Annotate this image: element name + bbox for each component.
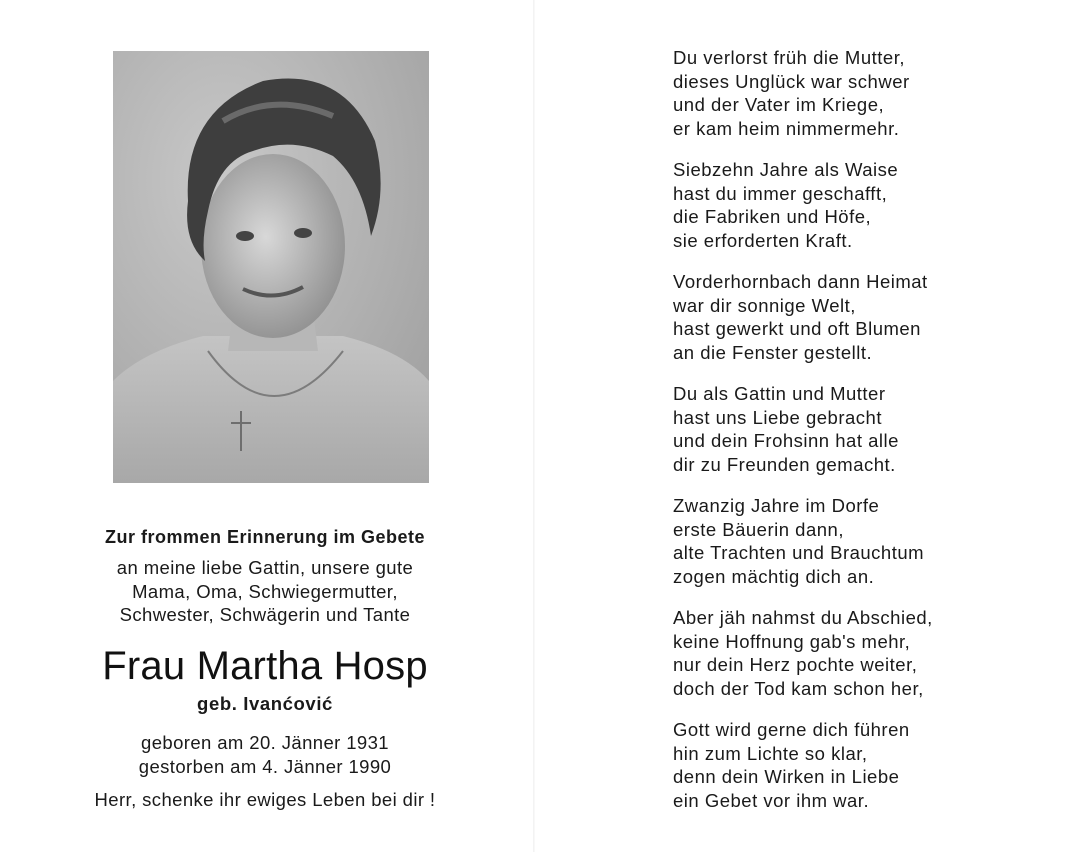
dedication-text xyxy=(30,556,500,627)
card-fold xyxy=(533,0,535,852)
poem-line: ein Gebet vor ihm war. xyxy=(673,789,870,811)
poem-line: hast du immer geschafft, xyxy=(673,182,888,204)
poem-line: doch der Tod kam schon her, xyxy=(673,677,924,699)
memorial-poem xyxy=(673,46,1053,830)
poem-line: hin zum Lichte so klar, xyxy=(673,742,868,764)
poem-line: und der Vater im Kriege, xyxy=(673,94,885,115)
poem-line: alte Trachten und Brauchtum xyxy=(673,542,925,563)
remembrance-heading: Zur frommen Erinnerung im Gebete xyxy=(104,527,426,547)
poem-line: Du als Gattin und Mutter xyxy=(673,383,886,404)
dedication-line: Schwester, Schwägerin und Tante xyxy=(119,604,411,625)
poem-stanza xyxy=(673,606,1053,700)
poem-stanza xyxy=(673,158,1053,252)
poem-line: Siebzehn Jahre als Waise xyxy=(673,159,899,180)
poem-stanza xyxy=(673,718,1053,812)
maiden-name: geb. Ivanćović xyxy=(197,693,333,714)
death-date: gestorben am 4. Jänner 1990 xyxy=(138,755,392,777)
poem-stanza xyxy=(673,46,1053,140)
portrait-photo xyxy=(113,51,429,483)
poem-line: hast uns Liebe gebracht xyxy=(673,406,882,428)
poem-line: und dein Frohsinn hat alle xyxy=(673,430,899,451)
poem-line: sie erforderten Kraft. xyxy=(673,229,853,251)
poem-line: nur dein Herz pochte weiter, xyxy=(673,654,918,675)
birth-date: geboren am 20. Jänner 1931 xyxy=(141,732,389,753)
poem-line: Du verlorst früh die Mutter, xyxy=(673,47,905,68)
poem-stanza xyxy=(673,382,1053,476)
poem-line: an die Fenster gestellt. xyxy=(673,341,873,363)
poem-line: die Fabriken und Höfe, xyxy=(673,206,872,227)
poem-line: er kam heim nimmermehr. xyxy=(673,117,900,139)
poem-line: dieses Unglück war schwer xyxy=(673,70,910,92)
poem-line: erste Bäuerin dann, xyxy=(673,518,844,540)
closing-prayer: Herr, schenke ihr ewiges Leben bei dir ! xyxy=(94,789,436,810)
poem-line: Vorderhornbach dann Heimat xyxy=(673,271,928,292)
dedication-line: an meine liebe Gattin, unsere gute xyxy=(116,557,414,578)
poem-line: zogen mächtig dich an. xyxy=(673,565,875,587)
poem-line: hast gewerkt und oft Blumen xyxy=(673,318,921,339)
deceased-name: Frau Martha Hosp xyxy=(102,644,428,688)
poem-line: denn dein Wirken in Liebe xyxy=(673,766,900,787)
poem-line: Gott wird gerne dich führen xyxy=(673,719,910,740)
poem-line: Zwanzig Jahre im Dorfe xyxy=(673,495,880,516)
dedication-line: Mama, Oma, Schwiegermutter, xyxy=(132,580,398,602)
poem-line: war dir sonnige Welt, xyxy=(673,294,856,316)
poem-stanza xyxy=(673,270,1053,364)
poem-line: Aber jäh nahmst du Abschied, xyxy=(673,607,933,628)
poem-line: dir zu Freunden gemacht. xyxy=(673,453,896,475)
life-dates xyxy=(30,731,500,778)
poem-line: keine Hoffnung gab's mehr, xyxy=(673,630,911,652)
poem-stanza xyxy=(673,494,1053,588)
